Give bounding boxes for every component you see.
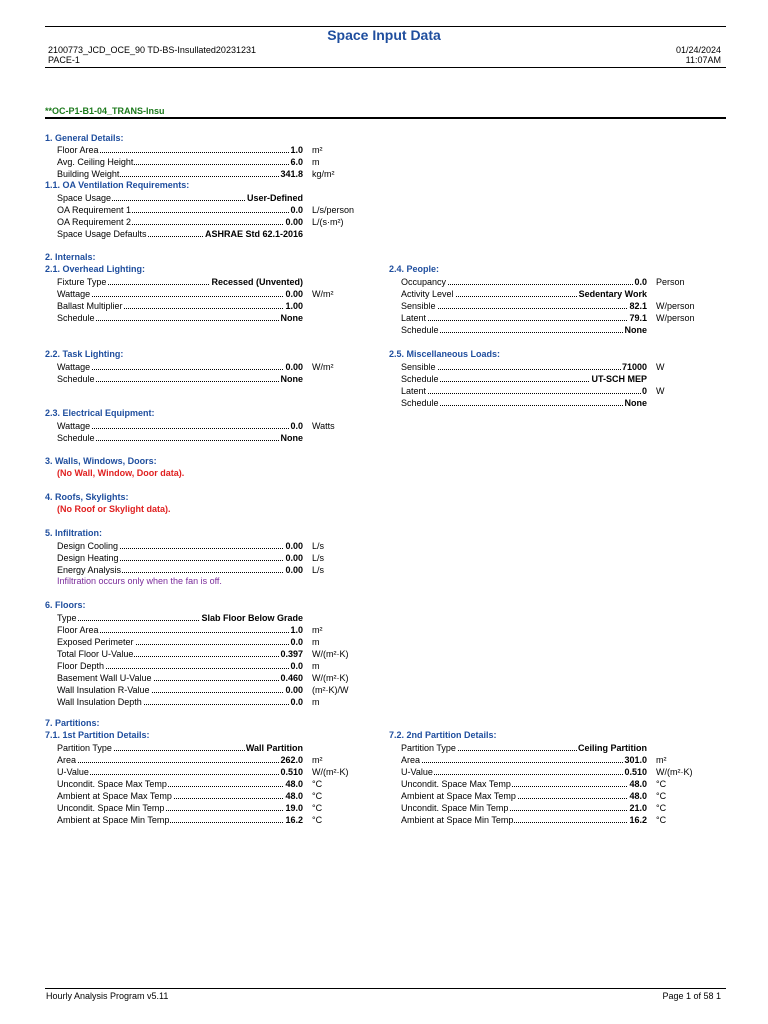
field-row	[57, 276, 372, 288]
field-row	[57, 540, 372, 552]
field-label: Area	[57, 755, 77, 765]
field-row	[57, 288, 372, 300]
leader-dots	[57, 296, 303, 297]
project-name: 2100773_JCD_OCE_90 TD-BS-Insullated20231231	[48, 45, 256, 55]
field-unit: °C	[312, 815, 323, 825]
field-label: OA Requirement 2	[57, 217, 132, 227]
field-unit: m²	[312, 145, 323, 155]
field-value: Recessed (Unvented)	[211, 277, 303, 287]
field-label: U-Value	[401, 767, 433, 777]
field-label: Wall Insulation Depth	[57, 697, 142, 707]
field-unit: W/(m²·K)	[312, 673, 349, 683]
field-row	[401, 742, 716, 754]
field-row	[401, 300, 716, 312]
infiltration-note: Infiltration occurs only when the fan is off.	[57, 576, 222, 586]
field-value: 0.00	[285, 289, 303, 299]
field-label: Ambient at Space Min Temp	[401, 815, 514, 825]
section-floors-title: 6. Floors:	[45, 600, 86, 610]
field-row	[401, 778, 716, 790]
field-label: Latent	[401, 386, 427, 396]
report-subtitle: PACE-1	[48, 55, 80, 65]
field-row	[57, 672, 372, 684]
field-row	[401, 361, 716, 373]
field-value: 341.8	[280, 169, 303, 179]
section-oa-title: 1.1. OA Ventilation Requirements:	[45, 180, 190, 190]
field-row	[401, 814, 716, 826]
field-label: Latent	[401, 313, 427, 323]
leader-dots	[57, 369, 303, 370]
leader-dots	[401, 393, 647, 394]
field-label: Floor Area	[57, 145, 99, 155]
field-row	[401, 276, 716, 288]
field-value: UT-SCH MEP	[591, 374, 647, 384]
walls-note: (No Wall, Window, Door data).	[57, 468, 185, 478]
field-label: Area	[401, 755, 421, 765]
section-overhead-lighting-title: 2.1. Overhead Lighting:	[45, 264, 146, 274]
field-row	[401, 373, 716, 385]
field-unit: m²	[312, 755, 323, 765]
field-value: 0.0	[290, 205, 303, 215]
field-row	[401, 312, 716, 324]
field-unit: °C	[312, 803, 323, 813]
field-value: 21.0	[629, 803, 647, 813]
field-row	[57, 228, 372, 240]
leader-dots	[401, 320, 647, 321]
field-row	[57, 420, 372, 432]
field-value: None	[624, 325, 647, 335]
field-row	[401, 790, 716, 802]
field-unit: Watts	[312, 421, 335, 431]
field-label: Uncondit. Space Min Temp	[57, 803, 165, 813]
field-row	[57, 192, 372, 204]
field-row	[401, 766, 716, 778]
field-label: Uncondit. Space Min Temp	[401, 803, 509, 813]
field-value: 0.0	[634, 277, 647, 287]
field-label: OA Requirement 1	[57, 205, 132, 215]
field-value: 1.0	[290, 625, 303, 635]
field-label: Uncondit. Space Max Temp	[57, 779, 167, 789]
field-label: Schedule	[57, 374, 95, 384]
field-value: 6.0	[290, 157, 303, 167]
field-value: 48.0	[629, 779, 647, 789]
field-value: 0.0	[290, 661, 303, 671]
leader-dots	[401, 774, 647, 775]
field-label: Type	[57, 613, 77, 623]
field-unit: °C	[312, 791, 323, 801]
field-label: Partition Type	[401, 743, 456, 753]
field-row	[57, 144, 372, 156]
field-unit: L/(s·m²)	[312, 217, 344, 227]
field-unit: L/s/person	[312, 205, 355, 215]
field-row	[57, 660, 372, 672]
section-partition-1-title: 7.1. 1st Partition Details:	[45, 730, 150, 740]
space-name: **OC-P1-B1-04_TRANS-Insu	[45, 106, 165, 116]
field-label: Partition Type	[57, 743, 112, 753]
field-value: 301.0	[624, 755, 647, 765]
field-value: 262.0	[280, 755, 303, 765]
field-row	[401, 802, 716, 814]
section-misc-loads-title: 2.5. Miscellaneous Loads:	[389, 349, 501, 359]
field-row	[57, 432, 372, 444]
field-row	[57, 790, 372, 802]
field-label: Schedule	[401, 374, 439, 384]
field-row	[57, 684, 372, 696]
leader-dots	[57, 774, 303, 775]
section-task-lighting-title: 2.2. Task Lighting:	[45, 349, 124, 359]
header-bottom-rule	[45, 67, 726, 68]
section-roofs-title: 4. Roofs, Skylights:	[45, 492, 129, 502]
field-row	[57, 300, 372, 312]
field-row	[57, 216, 372, 228]
field-label: Schedule	[57, 433, 95, 443]
field-row	[57, 648, 372, 660]
field-value: 79.1	[629, 313, 647, 323]
field-label: Schedule	[401, 398, 439, 408]
field-label: Space Usage Defaults	[57, 229, 147, 239]
field-unit: W	[656, 362, 665, 372]
field-unit: m	[312, 157, 320, 167]
field-label: Total Floor U-Value	[57, 649, 134, 659]
field-value: 71000	[621, 362, 647, 372]
field-value: None	[280, 313, 303, 323]
field-unit: W/(m²·K)	[312, 767, 349, 777]
field-unit: L/s	[312, 553, 325, 563]
leader-dots	[57, 762, 303, 763]
field-unit: L/s	[312, 565, 325, 575]
field-value: 48.0	[285, 791, 303, 801]
field-unit: °C	[656, 815, 667, 825]
field-unit: m²	[312, 625, 323, 635]
field-label: Uncondit. Space Max Temp	[401, 779, 511, 789]
field-value: 48.0	[629, 791, 647, 801]
field-row	[57, 612, 372, 624]
field-row	[57, 814, 372, 826]
field-row	[57, 766, 372, 778]
field-label: Schedule	[57, 313, 95, 323]
field-label: Energy Analysis	[57, 565, 122, 575]
field-value: 1.00	[285, 301, 303, 311]
section-partitions-title: 7. Partitions:	[45, 718, 100, 728]
field-unit: m	[312, 697, 320, 707]
field-row	[401, 397, 716, 409]
field-row	[401, 288, 716, 300]
field-value: 82.1	[629, 301, 647, 311]
field-row	[57, 696, 372, 708]
field-label: Ambient at Space Min Temp	[57, 815, 170, 825]
leader-dots	[401, 308, 647, 309]
field-value: 48.0	[285, 779, 303, 789]
field-label: Basement Wall U-Value	[57, 673, 152, 683]
field-value: Slab Floor Below Grade	[201, 613, 303, 623]
field-label: Sensible	[401, 362, 436, 372]
header-left	[48, 45, 256, 65]
section-internals-title: 2. Internals:	[45, 252, 96, 262]
program-name: Hourly Analysis Program v5.11	[46, 991, 169, 1001]
field-row	[401, 754, 716, 766]
section-general-title: 1. General Details:	[45, 133, 124, 143]
field-row	[57, 156, 372, 168]
field-value: 0.0	[290, 637, 303, 647]
field-value: 19.0	[285, 803, 303, 813]
field-value: None	[280, 433, 303, 443]
field-label: Schedule	[401, 325, 439, 335]
field-value: 0.00	[285, 685, 303, 695]
field-value: 0.0	[290, 697, 303, 707]
field-row	[57, 802, 372, 814]
field-label: Floor Depth	[57, 661, 105, 671]
field-value: 0.397	[280, 649, 303, 659]
header-right	[676, 45, 721, 65]
field-value: ASHRAE Std 62.1-2016	[204, 229, 303, 239]
field-row	[57, 778, 372, 790]
field-label: Wattage	[57, 421, 91, 431]
field-label: Ambient at Space Max Temp	[401, 791, 516, 801]
field-label: Fixture Type	[57, 277, 107, 287]
field-unit: W/person	[656, 301, 695, 311]
field-unit: W/(m²·K)	[312, 649, 349, 659]
field-unit: °C	[656, 779, 667, 789]
report-title: Space Input Data	[327, 27, 441, 43]
footer-rule	[45, 988, 726, 989]
space-name-rule	[45, 117, 726, 119]
field-value: 0.0	[290, 421, 303, 431]
field-label: Floor Area	[57, 625, 99, 635]
field-label: Space Usage	[57, 193, 112, 203]
section-electrical-title: 2.3. Electrical Equipment:	[45, 408, 155, 418]
field-label: Wattage	[57, 362, 91, 372]
field-row	[57, 552, 372, 564]
leader-dots	[401, 762, 647, 763]
field-value: Sedentary Work	[578, 289, 647, 299]
field-row	[57, 204, 372, 216]
field-value: 0	[641, 386, 647, 396]
field-unit: °C	[312, 779, 323, 789]
field-value: 0.460	[280, 673, 303, 683]
field-unit: W/m²	[312, 362, 334, 372]
field-label: U-Value	[57, 767, 89, 777]
field-value: 0.00	[285, 362, 303, 372]
field-label: Design Heating	[57, 553, 119, 563]
field-unit: (m²·K)/W	[312, 685, 349, 695]
section-walls-title: 3. Walls, Windows, Doors:	[45, 456, 157, 466]
field-unit: W/person	[656, 313, 695, 323]
field-unit: m	[312, 661, 320, 671]
field-value: 0.00	[285, 217, 303, 227]
field-row	[57, 361, 372, 373]
field-unit: L/s	[312, 541, 325, 551]
field-unit: °C	[656, 803, 667, 813]
field-label: Design Cooling	[57, 541, 119, 551]
field-value: User-Defined	[246, 193, 303, 203]
field-unit: m²	[656, 755, 667, 765]
field-row	[57, 564, 372, 576]
leader-dots	[401, 369, 647, 370]
field-value: 16.2	[285, 815, 303, 825]
field-value: 0.510	[624, 767, 647, 777]
field-row	[57, 742, 372, 754]
field-value: 0.00	[285, 565, 303, 575]
field-value: 16.2	[629, 815, 647, 825]
field-row	[401, 324, 716, 336]
field-label: Ballast Multiplier	[57, 301, 123, 311]
field-label: Occupancy	[401, 277, 447, 287]
field-unit: Person	[656, 277, 685, 287]
field-value: 0.00	[285, 553, 303, 563]
field-label: Exposed Perimeter	[57, 637, 134, 647]
report-date: 01/24/2024	[675, 45, 721, 55]
field-row	[401, 385, 716, 397]
report-time: 11:07AM	[685, 55, 721, 65]
field-value: Ceiling Partition	[577, 743, 647, 753]
field-row	[57, 636, 372, 648]
field-label: Building Weight	[57, 169, 120, 179]
field-value: None	[624, 398, 647, 408]
field-label: Wattage	[57, 289, 91, 299]
field-label: Wall Insulation R-Value	[57, 685, 150, 695]
section-people-title: 2.4. People:	[389, 264, 440, 274]
section-infiltration-title: 5. Infiltration:	[45, 528, 102, 538]
field-value: Wall Partition	[245, 743, 303, 753]
field-value: 0.510	[280, 767, 303, 777]
section-partition-2-title: 7.2. 2nd Partition Details:	[389, 730, 497, 740]
field-label: Avg. Ceiling Height	[57, 157, 134, 167]
field-unit: W	[656, 386, 665, 396]
field-unit: W/(m²·K)	[656, 767, 693, 777]
field-row	[57, 168, 372, 180]
field-label: Sensible	[401, 301, 436, 311]
field-row	[57, 624, 372, 636]
field-row	[57, 373, 372, 385]
field-unit: kg/m²	[312, 169, 335, 179]
field-label: Activity Level	[401, 289, 454, 299]
field-value: 1.0	[290, 145, 303, 155]
roofs-note: (No Roof or Skylight data).	[57, 504, 171, 514]
field-row	[57, 312, 372, 324]
field-value: 0.00	[285, 541, 303, 551]
leader-dots	[57, 428, 303, 429]
field-value: None	[280, 374, 303, 384]
field-unit: W/m²	[312, 289, 334, 299]
field-unit: °C	[656, 791, 667, 801]
field-row	[57, 754, 372, 766]
field-label: Ambient at Space Max Temp	[57, 791, 172, 801]
field-unit: m	[312, 637, 320, 647]
page-number: Page 1 of 58 1	[662, 991, 721, 1001]
